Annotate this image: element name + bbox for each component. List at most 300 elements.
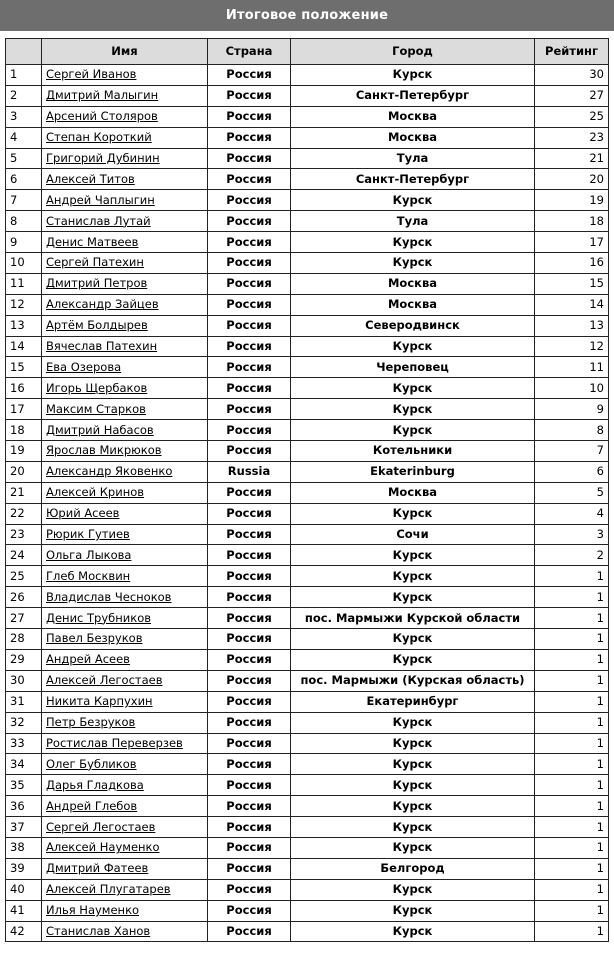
player-city: пос. Мармыжи Курской области — [291, 608, 535, 629]
player-name-link[interactable]: Дмитрий Малыгин — [46, 88, 159, 103]
player-city: Курск — [291, 65, 535, 86]
player-name-link[interactable]: Сергей Легостаев — [46, 819, 156, 834]
player-city: Курск — [291, 378, 535, 399]
row-number: 19 — [6, 441, 42, 462]
player-name-cell — [42, 65, 208, 86]
player-country: Россия — [208, 253, 291, 274]
player-city: Курск — [291, 837, 535, 858]
table-row — [6, 796, 609, 817]
table-row — [6, 253, 609, 274]
table-row — [6, 712, 609, 733]
row-number: 8 — [6, 211, 42, 232]
player-country: Россия — [208, 211, 291, 232]
player-name-link[interactable]: Ярослав Микрюков — [46, 443, 162, 458]
player-name-link[interactable]: Андрей Глебов — [46, 798, 138, 813]
table-row — [6, 357, 609, 378]
player-name-link[interactable]: Александр Яковенко — [46, 464, 173, 479]
player-name-cell — [42, 85, 208, 106]
table-row — [6, 461, 609, 482]
row-number: 42 — [6, 921, 42, 942]
player-rating: 1 — [535, 712, 609, 733]
table-row — [6, 441, 609, 462]
player-name-cell — [42, 378, 208, 399]
player-country: Россия — [208, 921, 291, 942]
row-number: 18 — [6, 420, 42, 441]
player-city: Тула — [291, 148, 535, 169]
row-number: 30 — [6, 670, 42, 691]
player-city: Москва — [291, 482, 535, 503]
player-country: Россия — [208, 357, 291, 378]
player-rating: 9 — [535, 399, 609, 420]
row-number: 27 — [6, 608, 42, 629]
row-number: 11 — [6, 273, 42, 294]
table-row — [6, 587, 609, 608]
player-city: Северодвинск — [291, 315, 535, 336]
player-city: Курск — [291, 545, 535, 566]
player-country: Россия — [208, 817, 291, 838]
player-rating: 1 — [535, 879, 609, 900]
player-city: Курск — [291, 733, 535, 754]
row-number: 9 — [6, 232, 42, 253]
row-number: 33 — [6, 733, 42, 754]
table-row — [6, 608, 609, 629]
player-city: Курск — [291, 921, 535, 942]
player-name-cell — [42, 169, 208, 190]
player-name-link[interactable]: Юрий Асеев — [46, 506, 120, 521]
player-name-cell — [42, 900, 208, 921]
player-city: Курск — [291, 232, 535, 253]
table-row — [6, 524, 609, 545]
table-row — [6, 232, 609, 253]
player-name-cell — [42, 712, 208, 733]
player-city: Курск — [291, 503, 535, 524]
player-name-cell — [42, 629, 208, 650]
row-number: 10 — [6, 253, 42, 274]
player-country: Россия — [208, 566, 291, 587]
player-city: Курск — [291, 754, 535, 775]
player-name-cell — [42, 273, 208, 294]
player-city: Москва — [291, 294, 535, 315]
player-country: Россия — [208, 127, 291, 148]
player-city: Череповец — [291, 357, 535, 378]
player-country: Россия — [208, 754, 291, 775]
player-rating: 21 — [535, 148, 609, 169]
player-city: Сочи — [291, 524, 535, 545]
player-name-cell — [42, 817, 208, 838]
table-row — [6, 670, 609, 691]
player-name-link[interactable]: Петр Безруков — [46, 715, 136, 730]
player-name-cell — [42, 399, 208, 420]
player-rating: 12 — [535, 336, 609, 357]
row-number: 24 — [6, 545, 42, 566]
player-city: Москва — [291, 106, 535, 127]
table-row — [6, 148, 609, 169]
player-name-cell — [42, 127, 208, 148]
row-number: 2 — [6, 85, 42, 106]
player-country: Россия — [208, 608, 291, 629]
player-name-link[interactable]: Ольга Лыкова — [46, 547, 132, 562]
table-row — [6, 837, 609, 858]
player-name-cell — [42, 879, 208, 900]
player-name-link[interactable]: Артём Болдырев — [46, 318, 148, 333]
player-country: Россия — [208, 524, 291, 545]
player-city: Курск — [291, 900, 535, 921]
player-rating: 30 — [535, 65, 609, 86]
row-number: 39 — [6, 858, 42, 879]
table-row — [6, 273, 609, 294]
player-country: Россия — [208, 775, 291, 796]
player-rating: 3 — [535, 524, 609, 545]
player-city: Москва — [291, 273, 535, 294]
table-row — [6, 817, 609, 838]
player-name-link[interactable]: Игорь Щербаков — [46, 380, 148, 395]
row-number: 21 — [6, 482, 42, 503]
player-country: Россия — [208, 629, 291, 650]
row-number: 12 — [6, 294, 42, 315]
table-row — [6, 169, 609, 190]
player-city: Курск — [291, 712, 535, 733]
player-rating: 25 — [535, 106, 609, 127]
player-name-link[interactable]: Владислав Чесноков — [46, 589, 172, 604]
player-name-cell — [42, 461, 208, 482]
player-city: Курск — [291, 817, 535, 838]
column-header-city[interactable]: Город — [291, 39, 535, 65]
row-number: 40 — [6, 879, 42, 900]
player-name-cell — [42, 190, 208, 211]
player-name-link[interactable]: Алексей Титов — [46, 171, 135, 186]
player-name-cell — [42, 253, 208, 274]
player-rating: 1 — [535, 608, 609, 629]
player-city: Курск — [291, 336, 535, 357]
player-country: Россия — [208, 294, 291, 315]
player-rating: 1 — [535, 566, 609, 587]
player-name-link[interactable]: Ева Озерова — [46, 359, 122, 374]
player-country: Россия — [208, 879, 291, 900]
player-rating: 19 — [535, 190, 609, 211]
player-name-link[interactable]: Дмитрий Фатеев — [46, 861, 149, 876]
player-rating: 1 — [535, 587, 609, 608]
player-rating: 18 — [535, 211, 609, 232]
table-row — [6, 294, 609, 315]
row-number: 5 — [6, 148, 42, 169]
player-city: Курск — [291, 420, 535, 441]
player-name-cell — [42, 733, 208, 754]
row-number: 36 — [6, 796, 42, 817]
player-city: Котельники — [291, 441, 535, 462]
player-name-link[interactable]: Дмитрий Петров — [46, 276, 148, 291]
table-row — [6, 482, 609, 503]
player-country: Россия — [208, 441, 291, 462]
row-number: 35 — [6, 775, 42, 796]
player-name-link[interactable]: Станислав Лутай — [46, 213, 151, 228]
player-name-link[interactable]: Григорий Дубинин — [46, 151, 160, 165]
player-name-cell — [42, 524, 208, 545]
player-country: Россия — [208, 169, 291, 190]
player-name-link[interactable]: Александр Зайцев — [46, 297, 159, 312]
column-header-name[interactable]: Имя — [42, 39, 208, 65]
player-country: Россия — [208, 837, 291, 858]
table-row — [6, 211, 609, 232]
player-country: Россия — [208, 900, 291, 921]
player-name-link[interactable]: Денис Трубников — [46, 610, 152, 625]
player-name-link[interactable]: Алексей Легостаев — [46, 673, 163, 688]
table-row — [6, 775, 609, 796]
row-number: 28 — [6, 629, 42, 650]
player-rating: 1 — [535, 817, 609, 838]
player-name-link[interactable]: Глеб Москвин — [46, 568, 131, 583]
player-name-link[interactable]: Станислав Ханов — [46, 923, 151, 938]
player-name-cell — [42, 211, 208, 232]
player-country: Россия — [208, 691, 291, 712]
player-rating: 1 — [535, 775, 609, 796]
player-name-link[interactable]: Алексей Кринов — [46, 485, 145, 500]
player-country: Россия — [208, 858, 291, 879]
row-number: 13 — [6, 315, 42, 336]
player-name-cell — [42, 796, 208, 817]
player-name-cell — [42, 921, 208, 942]
player-name-link[interactable]: Рюрик Гутиев — [46, 527, 130, 542]
table-row — [6, 190, 609, 211]
table-row — [6, 754, 609, 775]
player-name-cell — [42, 858, 208, 879]
row-number: 25 — [6, 566, 42, 587]
player-name-cell — [42, 754, 208, 775]
player-rating: 10 — [535, 378, 609, 399]
player-city: Курск — [291, 587, 535, 608]
table-row — [6, 127, 609, 148]
player-rating: 17 — [535, 232, 609, 253]
player-name-link[interactable]: Максим Старков — [46, 401, 146, 416]
row-number: 4 — [6, 127, 42, 148]
player-rating: 1 — [535, 733, 609, 754]
player-name-cell — [42, 670, 208, 691]
table-row — [6, 65, 609, 86]
player-country: Russia — [208, 461, 291, 482]
row-number: 41 — [6, 900, 42, 921]
player-country: Россия — [208, 190, 291, 211]
player-name-cell — [42, 482, 208, 503]
player-name-link[interactable]: Сергей Патехин — [46, 255, 144, 270]
player-city: Курск — [291, 879, 535, 900]
player-city: Екатеринбург — [291, 691, 535, 712]
player-rating: 1 — [535, 629, 609, 650]
player-name-cell — [42, 232, 208, 253]
player-rating: 1 — [535, 691, 609, 712]
player-name-link[interactable]: Андрей Чаплыгин — [46, 192, 155, 207]
player-name-cell — [42, 608, 208, 629]
player-name-cell — [42, 148, 208, 169]
player-name-link[interactable]: Сергей Иванов — [46, 67, 137, 82]
row-number: 32 — [6, 712, 42, 733]
player-country: Россия — [208, 649, 291, 670]
player-name-cell — [42, 837, 208, 858]
player-city: Курск — [291, 253, 535, 274]
player-name-link[interactable]: Вячеслав Патехин — [46, 339, 158, 354]
row-number: 31 — [6, 691, 42, 712]
player-name-cell — [42, 587, 208, 608]
player-country: Россия — [208, 336, 291, 357]
player-city: Курск — [291, 399, 535, 420]
player-name-link[interactable]: Илья Науменко — [46, 903, 140, 918]
player-rating: 14 — [535, 294, 609, 315]
player-country: Россия — [208, 587, 291, 608]
table-row — [6, 315, 609, 336]
player-rating: 1 — [535, 796, 609, 817]
table-row — [6, 545, 609, 566]
table-row — [6, 900, 609, 921]
player-name-cell — [42, 294, 208, 315]
player-city: Курск — [291, 190, 535, 211]
results-table — [5, 38, 609, 942]
player-name-link[interactable]: Алексей Плугатарев — [46, 882, 171, 897]
player-name-link[interactable]: Никита Карпухин — [46, 694, 153, 709]
player-name-cell — [42, 336, 208, 357]
row-number: 7 — [6, 190, 42, 211]
player-name-cell — [42, 649, 208, 670]
header-row — [6, 39, 609, 65]
table-row — [6, 378, 609, 399]
table-row — [6, 691, 609, 712]
player-city: Курск — [291, 775, 535, 796]
player-city: Санкт-Петербург — [291, 85, 535, 106]
player-rating: 13 — [535, 315, 609, 336]
table-row — [6, 649, 609, 670]
row-number: 22 — [6, 503, 42, 524]
player-country: Россия — [208, 273, 291, 294]
player-rating: 1 — [535, 649, 609, 670]
player-country: Россия — [208, 420, 291, 441]
player-name-link[interactable]: Денис Матвеев — [46, 234, 139, 249]
player-name-link[interactable]: Ростислав Переверзев — [46, 735, 183, 750]
column-header-country[interactable]: Страна — [208, 39, 291, 65]
table-row — [6, 85, 609, 106]
row-number: 38 — [6, 837, 42, 858]
player-rating: 1 — [535, 754, 609, 775]
player-rating: 15 — [535, 273, 609, 294]
row-number: 16 — [6, 378, 42, 399]
player-rating: 1 — [535, 858, 609, 879]
row-number: 3 — [6, 106, 42, 127]
player-country: Россия — [208, 545, 291, 566]
table-row — [6, 858, 609, 879]
row-number: 17 — [6, 399, 42, 420]
player-name-cell — [42, 775, 208, 796]
player-country: Россия — [208, 106, 291, 127]
player-city: Курск — [291, 629, 535, 650]
table-row — [6, 399, 609, 420]
player-name-cell — [42, 566, 208, 587]
player-rating: 11 — [535, 357, 609, 378]
player-country: Россия — [208, 85, 291, 106]
column-header-number — [6, 39, 42, 65]
player-rating: 1 — [535, 837, 609, 858]
table-body — [6, 65, 609, 942]
player-rating: 1 — [535, 921, 609, 942]
player-rating: 2 — [535, 545, 609, 566]
player-name-cell — [42, 691, 208, 712]
row-number: 34 — [6, 754, 42, 775]
player-city: Курск — [291, 649, 535, 670]
player-country: Россия — [208, 65, 291, 86]
table-row — [6, 921, 609, 942]
row-number: 29 — [6, 649, 42, 670]
table-row — [6, 733, 609, 754]
player-name-link[interactable]: Дмитрий Набасов — [46, 422, 154, 437]
player-city: Белгород — [291, 858, 535, 879]
row-number: 20 — [6, 461, 42, 482]
table-row — [6, 629, 609, 650]
player-rating: 27 — [535, 85, 609, 106]
player-name-cell — [42, 420, 208, 441]
player-country: Россия — [208, 399, 291, 420]
player-city: Курск — [291, 566, 535, 587]
player-city: Санкт-Петербург — [291, 169, 535, 190]
player-name-cell — [42, 357, 208, 378]
player-name-cell — [42, 315, 208, 336]
page-title: Итоговое положение — [0, 0, 614, 31]
player-rating: 20 — [535, 169, 609, 190]
player-country: Россия — [208, 796, 291, 817]
player-name-cell — [42, 106, 208, 127]
row-number: 14 — [6, 336, 42, 357]
row-number: 26 — [6, 587, 42, 608]
player-country: Россия — [208, 482, 291, 503]
player-name-link[interactable]: Степан Короткий — [46, 130, 152, 145]
player-name-link[interactable]: Арсений Столяров — [46, 109, 158, 124]
player-country: Россия — [208, 503, 291, 524]
player-rating: 7 — [535, 441, 609, 462]
row-number: 1 — [6, 65, 42, 86]
table-row — [6, 106, 609, 127]
player-rating: 6 — [535, 461, 609, 482]
player-name-link[interactable]: Олег Бубликов — [46, 756, 137, 771]
player-name-link[interactable]: Андрей Асеев — [46, 652, 130, 667]
player-name-cell — [42, 545, 208, 566]
player-country: Россия — [208, 148, 291, 169]
column-header-rating[interactable]: Рейтинг — [535, 39, 609, 65]
player-country: Россия — [208, 733, 291, 754]
table-row — [6, 336, 609, 357]
player-name-link[interactable]: Алексей Науменко — [46, 840, 160, 855]
player-country: Россия — [208, 712, 291, 733]
player-city: Ekaterinburg — [291, 461, 535, 482]
row-number: 15 — [6, 357, 42, 378]
player-city: Москва — [291, 127, 535, 148]
player-name-cell — [42, 503, 208, 524]
player-city: Тула — [291, 211, 535, 232]
player-city: пос. Мармыжи (Курская область) — [291, 670, 535, 691]
player-rating: 4 — [535, 503, 609, 524]
row-number: 37 — [6, 817, 42, 838]
player-rating: 5 — [535, 482, 609, 503]
table-header — [6, 39, 609, 65]
player-rating: 8 — [535, 420, 609, 441]
player-rating: 23 — [535, 127, 609, 148]
player-name-link[interactable]: Павел Безруков — [46, 631, 143, 646]
player-country: Россия — [208, 232, 291, 253]
player-country: Россия — [208, 315, 291, 336]
player-rating: 16 — [535, 253, 609, 274]
table-row — [6, 503, 609, 524]
player-country: Россия — [208, 378, 291, 399]
player-name-cell — [42, 441, 208, 462]
row-number: 6 — [6, 169, 42, 190]
player-rating: 1 — [535, 900, 609, 921]
table-row — [6, 566, 609, 587]
player-name-link[interactable]: Дарья Гладкова — [46, 777, 144, 792]
player-rating: 1 — [535, 670, 609, 691]
player-city: Курск — [291, 796, 535, 817]
